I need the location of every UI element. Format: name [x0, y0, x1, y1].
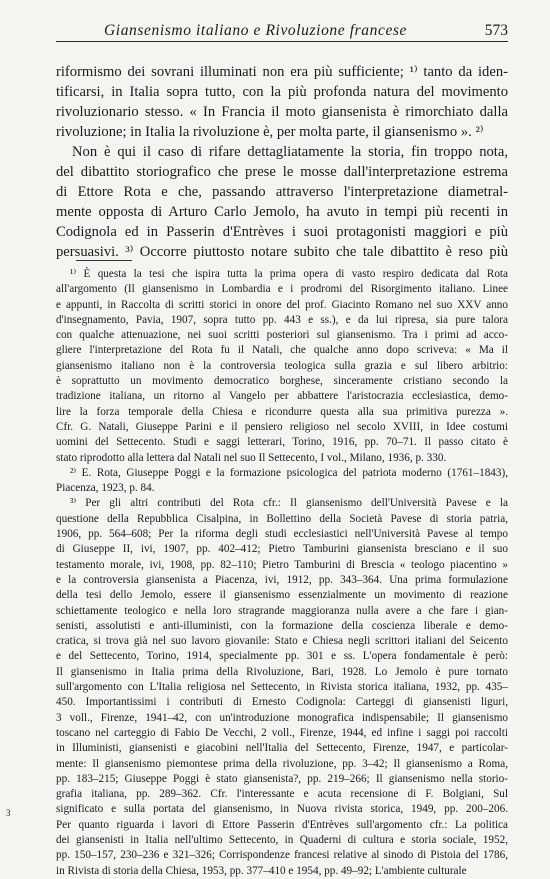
footnote-line: uomini del Settecento. Studi e saggi letterari, Torino, 1916, pp. 70–71. Il passo citato è [56, 436, 508, 449]
footnote-line: 3 voll., Firenze, 1941–42, con un'introduzione monografica indispensabile; Il giansenismo [56, 711, 508, 724]
footnote-line: Per quanto riguarda i lavori di Ettore Passerin d'Entrèves sull'argomento cfr.: La politica [56, 818, 508, 831]
footnote-line: 450. Importantissimi i contributi di Ernesto Codignola: Carteggi di giansenisti liguri, [56, 696, 508, 709]
footnote-line: con qualche attenuazione, nei suoi scritti posteriori sul giansenismo. Tra i primi ad acco- [56, 329, 508, 342]
footnote-line: giansenismo italiano non è la controversia teologica sulla grazia e sul libero arbitrio: [56, 359, 508, 372]
footnote-line: ¹⁾ È questa la tesi che ispira tutta la prima opera di vasto respiro dedicata dal Rota [70, 268, 508, 280]
footnote-line: cratica, si trova già nel suo lavoro giovanile: Stato e Chiesa negli scrittori italiani del Seicento [56, 635, 508, 648]
text-line: del dibattito storiografico che prese le mosse dall'interpretazione estrema [56, 164, 508, 180]
running-title: Giansenismo italiano e Rivoluzione francese [104, 22, 408, 39]
text-line: riformismo dei sovrani illuminati non era più sufficiente; ¹⁾ tanto da iden- [56, 64, 508, 80]
footnote-line: stato riprodotto alla lettera dal Natali nel suo Il Settecento, I vol., Milano, 1936, p. 330. [56, 451, 447, 464]
footnote-line: schiettamente teologico e nella loro stragrande maggioranza nulla avere a che fare i gian- [56, 604, 508, 617]
footnote-line: 1906, pp. 564–608; Per la riforma degli studi ecclesiastici nell'Università Pavese al tempo [56, 528, 508, 541]
footnote-line: sull'argomento con L'Italia religiosa nel Settecento, in Rivista storica italiana, 1932, pp. 435– [56, 681, 508, 694]
footnote-line: è soprattutto un movimento democratico borghese, sinceramente cristiano secondo la [56, 375, 508, 388]
footnote-line: ³⁾ Per gli altri contributi del Rota cfr.: Il giansenismo dell'Università Pavese e la [70, 497, 508, 510]
footnote-line: e appunti, in Raccolta di scritti storici in onore del prof. Giacinto Romano nel suo XXV anno [56, 298, 508, 311]
footnote-line: d'insegnamento, Pavia, 1907, sopra tutto pp. 443 e ss.), e da lui ripresa, sia pure talora [56, 313, 508, 326]
footnote-separator [76, 260, 132, 261]
footnote-line: tradizione italiana, un ritorno al Vangelo per abbattere l'aristocrazia ecclesiastica, demo- [56, 390, 508, 403]
footnote-line: in Illuministi, giansenisti e giacobini nell'Italia del Settecento, Firenze, 1947, e particolar- [56, 742, 508, 755]
footnote-line: questione della Repubblica Cisalpina, in Bollettino della Società Pavese di storia patria, [56, 512, 508, 525]
footnote-line: senisti, assolutisti e anti-illuministi, con la formazione della coscienza liberale e demo- [56, 619, 508, 632]
footnote-line: toscano nel carteggio di Fabio De Vecchi, 2 voll., Firenze, 1944, ed infine i saggi poi raccolti [56, 726, 508, 739]
text-line: di Ettore Rota e che, passando attraverso l'interpretazione diametral- [56, 184, 508, 200]
footnote-line: mente: Il giansenismo piemontese prima della rivoluzione, pp. 3–42; Il giansenismo a Roma, [56, 757, 508, 770]
footnote-line: ²⁾ E. Rota, Giuseppe Poggi e la formazione psicologica del patriota moderno (1761–1843), [70, 466, 508, 479]
footnotes [56, 267, 508, 879]
text-line: rivoluzionario stesso. « In Francia il moto giansenista è rimorchiato dalla [56, 104, 508, 120]
running-header [56, 16, 508, 38]
text-line: mente opposta di Arturo Carlo Jemolo, ha avuto in tempi più recenti in [56, 204, 508, 220]
footnote-line: e del Settecento, Torino, 1914, specialmente pp. 301 e ss. L'opera fondamentale è però: [56, 650, 508, 663]
footnote-line: di Giuseppe II, ivi, 1907, pp. 402–412; Pietro Tamburini giansenista bresciano e il suo [56, 543, 508, 556]
footnote-line: lire la forza temporale della Chiesa e ricondurre questa alla sua primitiva purezza ». [56, 405, 508, 418]
text-line: rivoluzione; in Italia la rivoluzione è, per molta parte, il giansenismo ». ²⁾ [56, 124, 484, 140]
footnote-line: testamento morale, ivi, 1908, pp. 82–110; Pietro Tamburini di Brescia « teologo piacentino » [56, 558, 508, 571]
footnote-line: Cfr. G. Natali, Giuseppe Parini e il pensiero religioso nel secolo XVIII, in Idee costumi [56, 420, 508, 433]
text-line: tificarsi, in Italia sopra tutto, con la più profonda natura del movimento [56, 84, 508, 100]
text-line: persuasivi. ³⁾ Occorre piuttosto notare subito che tale dibattito è reso più [56, 244, 508, 260]
main-text [56, 62, 508, 262]
footnote-line: dei giansenisti in Italia nell'ultimo Settecento, in Quaderni di cultura e storia sociale, 1952, [56, 833, 508, 846]
footnote-line: pp. 150–157, 230–236 e 321–326; Corrispondenze francesi relative al sinodo di Pistoia del 1786, [56, 849, 508, 862]
footnote-line: gliere l'interpretazione del Rota fu il Natali, che qualche anno dopo scriveva: « Ma il [56, 344, 508, 357]
footnote-line: all'argomento (Il giansenismo in Lombardia e i prodromi del Risorgimento italiano. Linee [56, 283, 508, 296]
corner-mark: 3 [6, 808, 11, 818]
footnote-line: e la controversia giansenista a Piacenza, ivi, 1912, pp. 343–364. Una prima formulazione [56, 573, 508, 586]
page-number: 573 [484, 22, 508, 39]
footnote-line: in Rivista di storia della Chiesa, 1953, pp. 377–410 e 1954, pp. 49–92; L'ambiente culturale [56, 864, 467, 877]
footnote-line: Il giansenismo in Italia prima della Rivoluzione, Bari, 1928. Lo Jemolo è pure tornato [56, 665, 508, 678]
footnote-line: pp. 183–215; Giuseppe Poggi è stato giansenista?, pp. 219–266; Il giansenismo nella storio- [56, 772, 508, 785]
header-rule [56, 41, 508, 42]
footnote-line: Piacenza, 1923, p. 84. [56, 482, 155, 495]
text-line: Non è qui il caso di rifare dettagliatamente la storia, fin troppo nota, [72, 144, 508, 160]
text-line: Codignola ed in Passerin d'Entrèves i suoi protagonisti maggiori e più [56, 224, 508, 240]
footnote-line: grafia italiana, pp. 289–362. Cfr. l'interessante e acuta recensione di F. Bolgiani, Sul [56, 788, 508, 801]
footnote-line: della tesi dello Jemolo, essere il giansenismo essenzialmente un movimento di reazione [56, 589, 508, 602]
footnote-line: significato e sulla portata del giansenismo, in Nuova rivista storica, 1949, pp. 200–206. [56, 803, 508, 816]
